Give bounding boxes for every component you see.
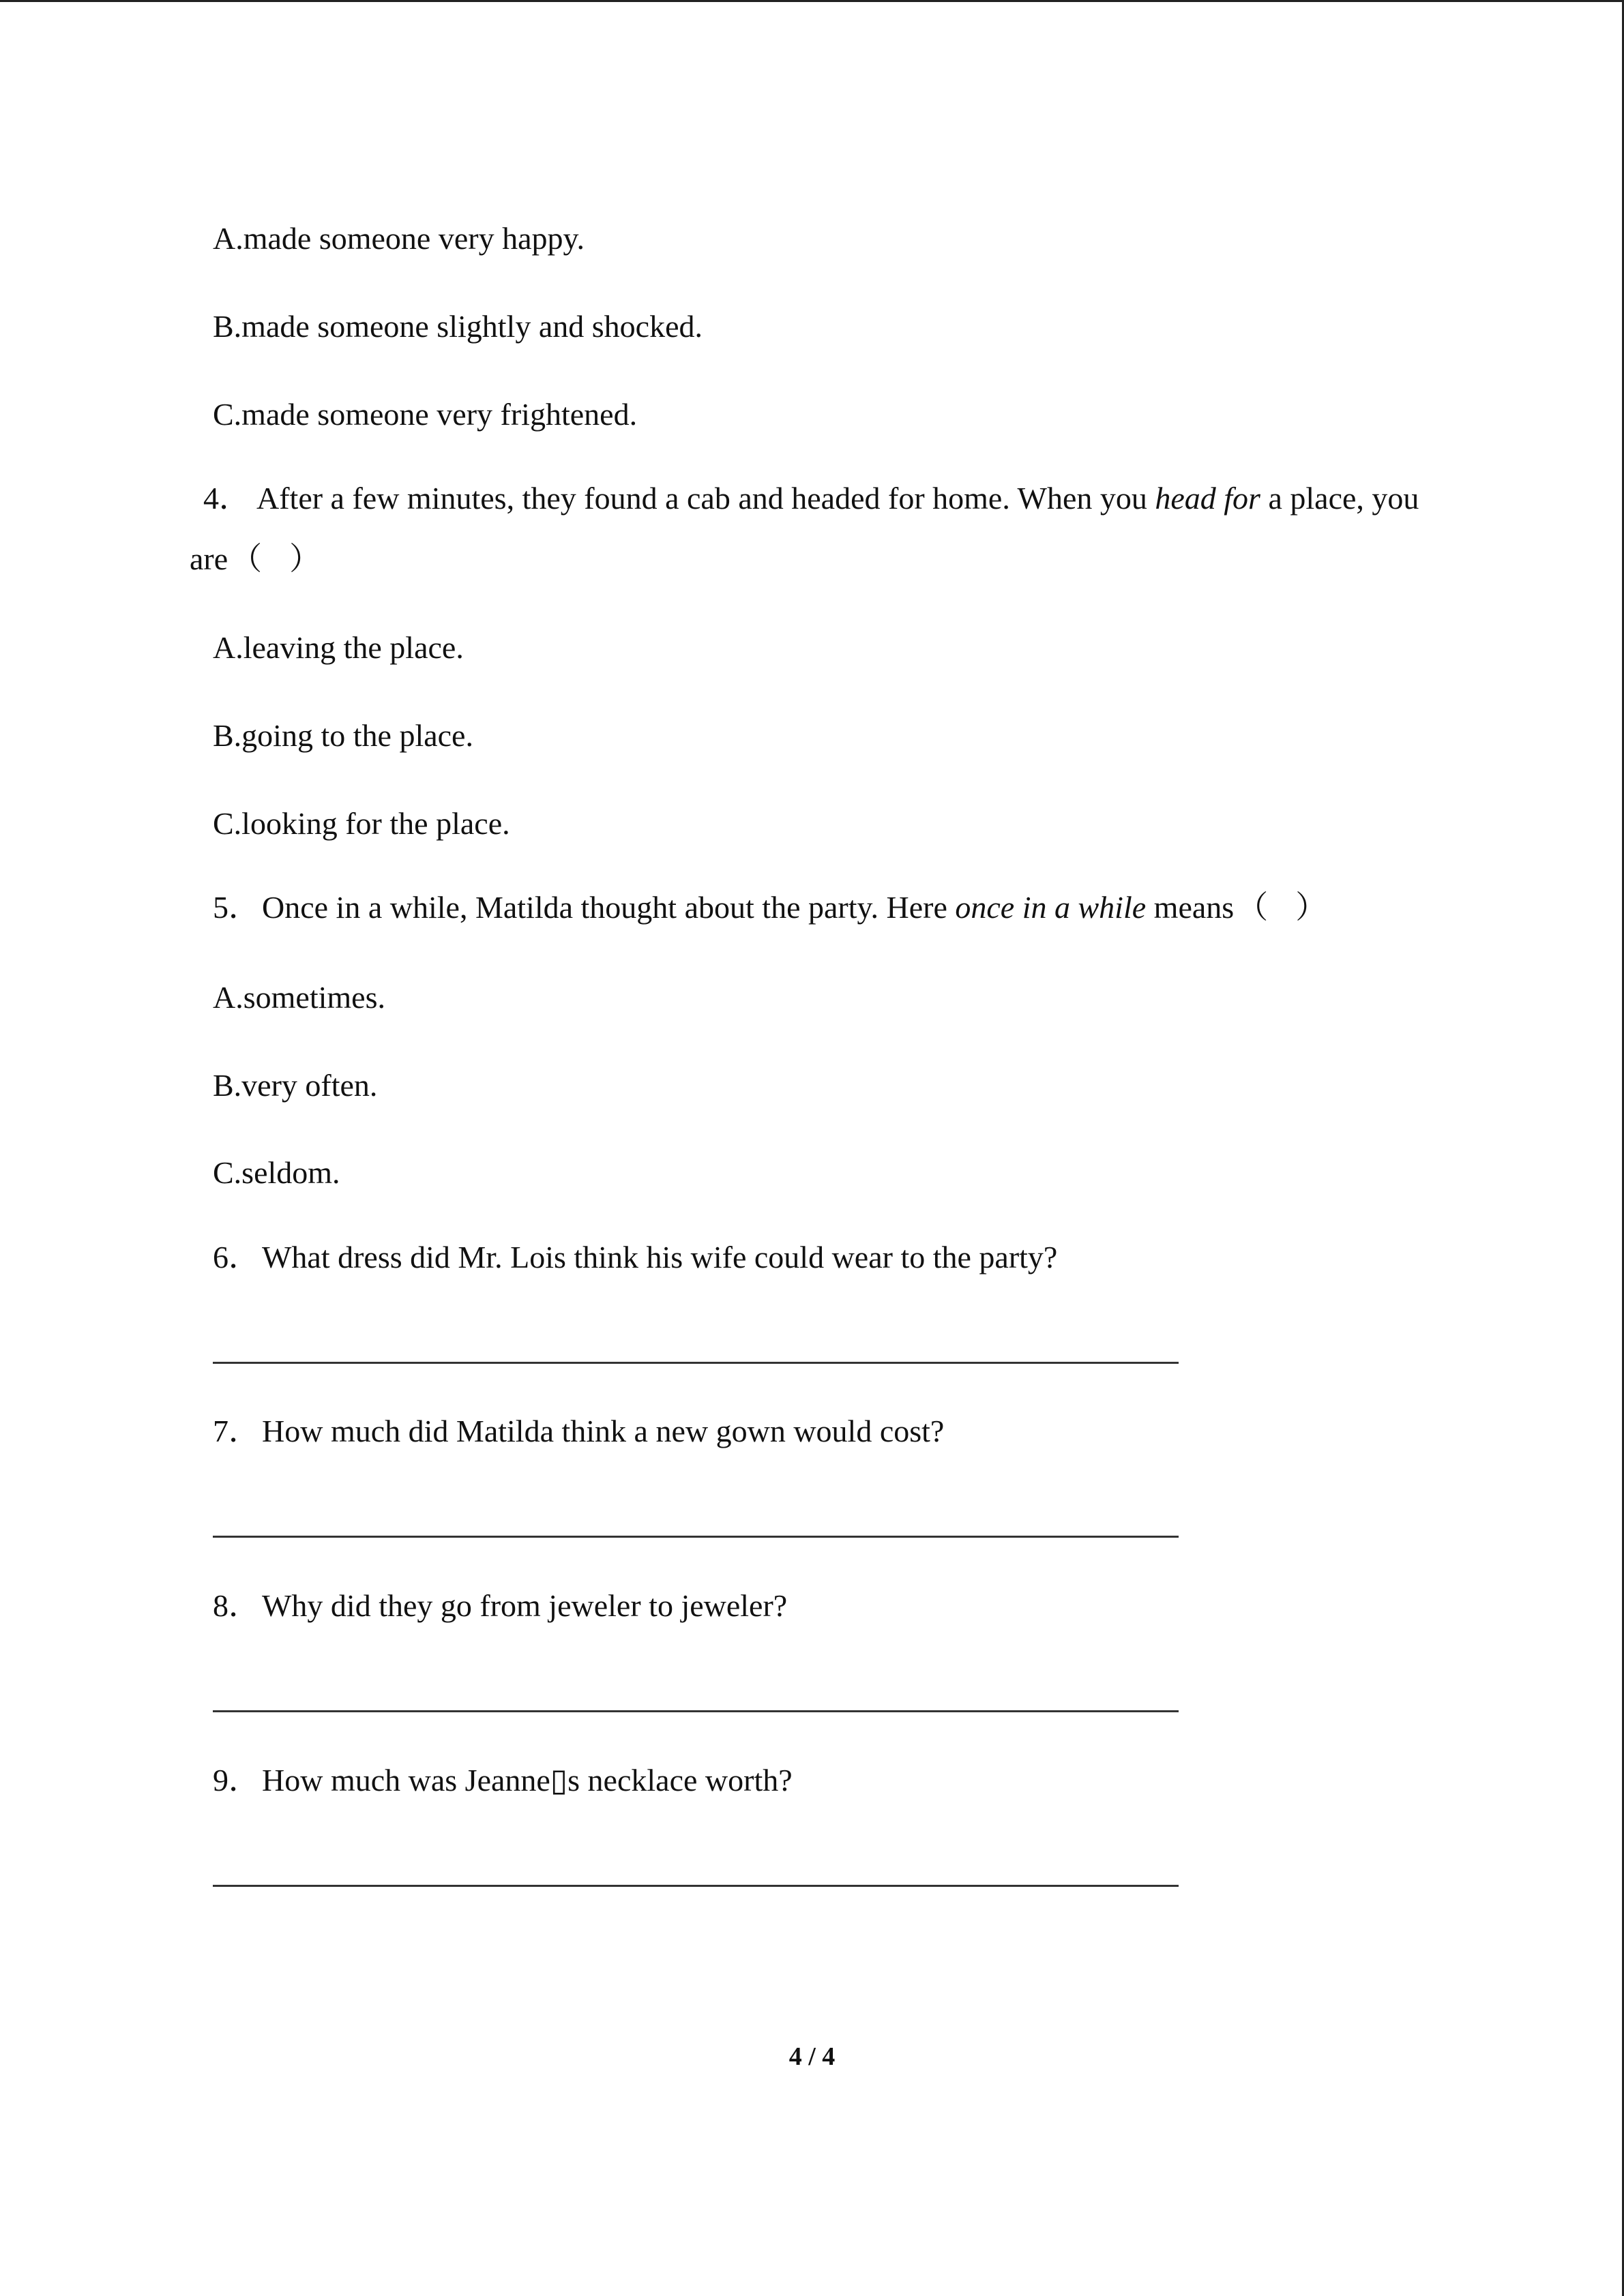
question-4-text-after: a place, you <box>1260 481 1419 516</box>
question-4-answer-paren-open: （ <box>231 541 263 576</box>
question-4-continuation-text: are <box>190 541 228 576</box>
question-8-text: Why did they go from jeweler to jeweler? <box>262 1588 788 1623</box>
q3-option-a: A.made someone very happy. <box>213 221 585 256</box>
question-5-text-after: means <box>1146 890 1235 925</box>
question-7-number: 7． <box>213 1414 260 1448</box>
q3-option-c: C.made someone very frightened. <box>213 397 638 432</box>
question-4-text-before: After a few minutes, they found a cab and headed for home. When you <box>256 481 1155 516</box>
question-6-number: 6． <box>213 1240 260 1274</box>
question-6-answer-line[interactable] <box>213 1362 1179 1364</box>
question-4-answer-paren-close: ） <box>289 541 321 576</box>
question-7-text: How much did Matilda think a new gown would cost? <box>262 1414 945 1448</box>
q5-option-a: A.sometimes. <box>213 980 385 1015</box>
question-9 <box>213 1761 793 1800</box>
question-6 <box>213 1238 1057 1277</box>
q3-option-b: B.made someone slightly and shocked. <box>213 309 703 344</box>
question-8 <box>213 1587 787 1625</box>
question-5-answer-paren-open: （ <box>1237 890 1269 925</box>
question-8-number: 8． <box>213 1588 260 1623</box>
q4-option-c: C.looking for the place. <box>213 806 510 841</box>
question-5-italic-term: once in a while <box>955 890 1147 925</box>
question-4 <box>203 479 1419 518</box>
question-9-text: How much was Jeanne▯s necklace worth? <box>262 1763 793 1798</box>
question-5 <box>213 889 1327 927</box>
page-number: 4 / 4 <box>788 2042 836 2071</box>
question-7 <box>213 1412 944 1450</box>
q4-option-a: A.leaving the place. <box>213 630 464 665</box>
q5-option-b: B.very often. <box>213 1068 378 1103</box>
question-7-answer-line[interactable] <box>213 1536 1179 1538</box>
question-5-answer-paren-close: ） <box>1295 890 1327 925</box>
q5-option-c: C.seldom. <box>213 1155 340 1190</box>
question-4-number: 4． <box>203 481 250 516</box>
question-9-answer-line[interactable] <box>213 1885 1179 1887</box>
question-8-answer-line[interactable] <box>213 1710 1179 1712</box>
question-4-continuation <box>190 540 321 578</box>
q4-option-b: B.going to the place. <box>213 718 473 753</box>
question-9-number: 9． <box>213 1763 260 1798</box>
question-5-text-before: Once in a while, Matilda thought about the party. Here <box>262 890 956 925</box>
question-5-number: 5． <box>213 890 260 925</box>
question-4-italic-term: head for <box>1155 481 1260 516</box>
question-6-text: What dress did Mr. Lois think his wife could wear to the party? <box>262 1240 1058 1274</box>
